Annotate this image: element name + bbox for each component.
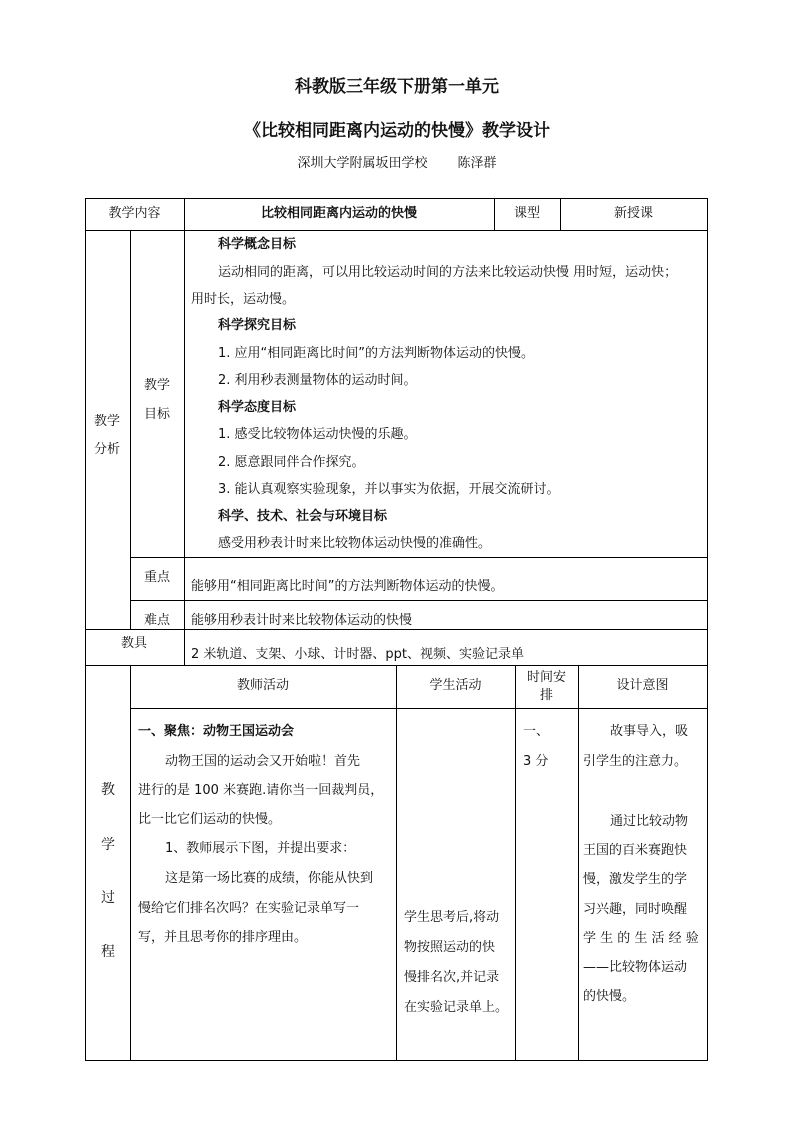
content-value: 比较相同距离内运动的快慢 (260, 205, 417, 221)
lesson-type-value: 新授课 (613, 205, 653, 221)
attitude-item: 2. 愿意跟同伴合作探究。 (218, 455, 365, 470)
intent-line: 引学生的注意力。 (583, 754, 688, 769)
col-time-line1: 时间安 (526, 669, 566, 685)
teacher-line: 动物王国的运动会又开始啦！首先 (165, 754, 361, 769)
teacher-line: 进行的是 100 米赛跑.请你当一回裁判员， (138, 783, 384, 798)
key-point-label: 重点 (143, 570, 170, 586)
attitude-heading: 科学态度目标 (218, 400, 297, 415)
analysis-label-line1: 教学 (94, 414, 121, 429)
intent-line: 习兴趣，同时唤醒 (583, 902, 688, 917)
difficulty-label: 难点 (144, 613, 171, 628)
process-label-char: 教 (101, 782, 115, 798)
author-name: 陈泽群 (457, 156, 497, 171)
goals-label-line2: 目标 (144, 407, 171, 422)
col-teacher-activity: 教师活动 (236, 678, 289, 694)
teacher-line: 慢给它们排名次吗？在实验记录单写一 (138, 901, 360, 916)
inquiry-item: 1. 应用“相同距离比时间”的方法判断物体运动的快慢。 (218, 346, 535, 361)
time-line: 一、 (523, 724, 550, 739)
col-time (515, 665, 578, 708)
intent-line: 王国的百米赛跑快 (583, 843, 688, 858)
student-line: 物按照运动的快 (404, 940, 496, 955)
attitude-item: 1. 感受比较物体运动快慢的乐趣。 (218, 427, 417, 442)
time-line: 3 分 (523, 754, 549, 769)
concept-heading: 科学概念目标 (218, 237, 297, 252)
student-line: 学生思考后,将动 (404, 910, 500, 925)
col-design-intent: 设计意图 (616, 678, 669, 694)
col-time-line2: 排 (539, 687, 553, 703)
intent-line: 故事导入，吸 (610, 724, 689, 739)
intent-line: 通过比较动物 (610, 814, 689, 829)
tools-text: 2 米轨道、支架、小球、计时器、ppt、视频、实验记录单 (191, 647, 525, 662)
tools-label: 教具 (121, 636, 148, 651)
teacher-line: 比一比它们运动的快慢。 (138, 812, 282, 827)
process-label-char: 学 (101, 837, 115, 853)
author-line (0, 152, 794, 171)
student-line: 在实验记录单上。 (404, 1000, 509, 1015)
col-student-activity: 学生活动 (429, 678, 482, 694)
student-line: 慢排名次,并记录 (404, 970, 500, 985)
analysis-label-line2: 分析 (94, 442, 121, 457)
school-name: 深圳大学附属坂田学校 (297, 156, 428, 171)
inquiry-heading: 科学探究目标 (218, 318, 297, 333)
difficulty-text: 能够用秒表计时来比较物体运动的快慢 (191, 613, 413, 628)
teacher-heading: 一、聚焦：动物王国运动会 (138, 724, 295, 739)
intent-line: 慢，激发学生的学 (583, 872, 688, 887)
content-label: 教学内容 (108, 205, 161, 221)
process-label-char: 程 (101, 944, 115, 960)
lesson-type-label: 课型 (513, 205, 540, 221)
sts-heading: 科学、技术、社会与环境目标 (218, 509, 388, 524)
key-point-text: 能够用“相同距离比时间”的方法判断物体运动的快慢。 (191, 579, 504, 594)
attitude-item: 3. 能认真观察实验现象，并以事实为依据，开展交流研讨。 (218, 482, 560, 497)
intent-line: 学 生 的 生 活 经 验 (583, 931, 699, 946)
inquiry-item: 2. 利用秒表测量物体的运动时间。 (218, 373, 417, 388)
intent-line: ——比较物体运动 (583, 960, 688, 975)
intent-line: 的快慢。 (583, 989, 636, 1004)
document-subtitle: 《比较相同距离内运动的快慢》教学设计 (244, 121, 550, 141)
document-title: 科教版三年级下册第一单元 (295, 77, 499, 97)
process-label-char: 过 (101, 890, 115, 906)
sts-text: 感受用秒表计时来比较物体运动快慢的准确性。 (218, 536, 492, 551)
teacher-line: 写，并且思考你的排序理由。 (138, 930, 308, 945)
concept-text-1: 运动相同的距离，可以用比较运动时间的方法来比较运动快慢 用时短，运动快； (218, 265, 678, 280)
concept-text-2: 用时长，运动慢。 (191, 292, 296, 307)
goals-label-line1: 教学 (144, 378, 171, 393)
teacher-line: 这是第一场比赛的成绩，你能从快到 (165, 871, 374, 886)
teacher-line: 1、教师展示下图，并提出要求： (165, 841, 356, 856)
